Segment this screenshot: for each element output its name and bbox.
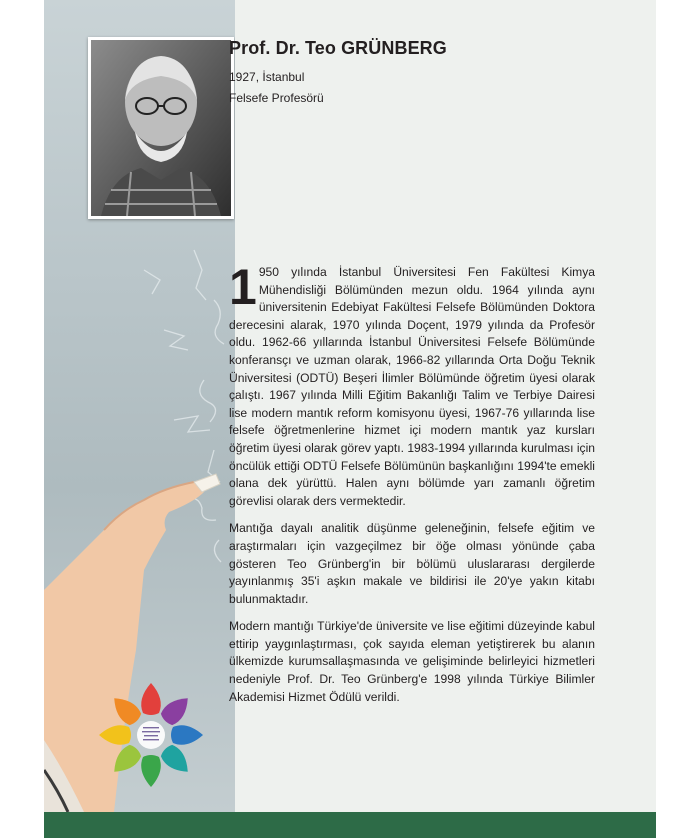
bottom-color-bar (44, 812, 656, 838)
person-title: Felsefe Profesörü (229, 91, 324, 105)
biography-paragraph-2: Mantığa dayalı analitik düşünme geleneğinin, felsefe eğitim ve araştırmaları için vazgeçilmez bir öğe olması yönünde çaba gösteren Teo Grünberg'in bir bölümü uluslararası dergilerde yayınlanmış 35'i aşkın makale ve bildirisi ile 20'ye yakın kitabı bulunmaktadır. (229, 521, 595, 606)
biography-paragraph-3: Modern mantığı Türkiye'de üniversite ve lise eğitimi düzeyinde kabul ettirip yaygınlaştırması, çok sayıda eleman yetiştirerek bu alanın ülkemizde kurumsallaşmasında ve gelişiminde belirleyici hizmetleri nedeniyle Prof. Dr. Teo Grünberg'e 1998 yılında Türkiye Bilimler Akademisi Hizmet Ödülü verildi. (229, 619, 595, 704)
person-name: Prof. Dr. Teo GRÜNBERG (229, 38, 447, 58)
tuba-flower-logo-icon (96, 680, 206, 790)
dropcap: 1 (229, 259, 257, 315)
biography (229, 259, 595, 716)
chalkboard-panel (44, 0, 235, 812)
biography-paragraph-1 (229, 259, 595, 510)
portrait-photo-icon (91, 40, 231, 216)
profile-header (229, 38, 595, 109)
biography-paragraph-1-text: 950 yılında İstanbul Üniversitesi Fen Fakültesi Kimya Mühendisliği Bölümünden mezun oldu. 1964 yılında aynı üniversitenin Edebiyat Fakültesi Felsefe Bölümünden Doktora derecesini alarak, 1970 yılında Doçent, 1979 yılında da Profesör oldu. 1962-66 yıllarında İstanbul Üniversitesi Felsefe Bölümünde konferansçı ve uzman olarak, 1966-82 yıllarında Orta Doğu Teknik Üniversitesi (ODTÜ) Beşeri İlimler Bölümünde öğretim üyesi olarak çalıştı. 1967 yılında Milli Eğitim Bakanlığı Talim ve Terbiye Dairesi lise modern mantık reform komisyonu üyesi, 1967-76 yıllarında lise felsefe öğretmenlerine hizmet içi modern mantık yaz kursları öğretim üyesi olarak görev yaptı. 1983-1994 yıllarında kurulması için öncülük ettiği ODTÜ Felsefe Bölümünün başkanlığını 1994'te emekli olana dek yürüttü. Halen aynı bölümde yarı zamanlı öğretim görevlisi olarak ders vermektedir. (229, 265, 595, 508)
portrait-photo (88, 37, 234, 219)
birth-info: 1927, İstanbul (229, 70, 305, 84)
